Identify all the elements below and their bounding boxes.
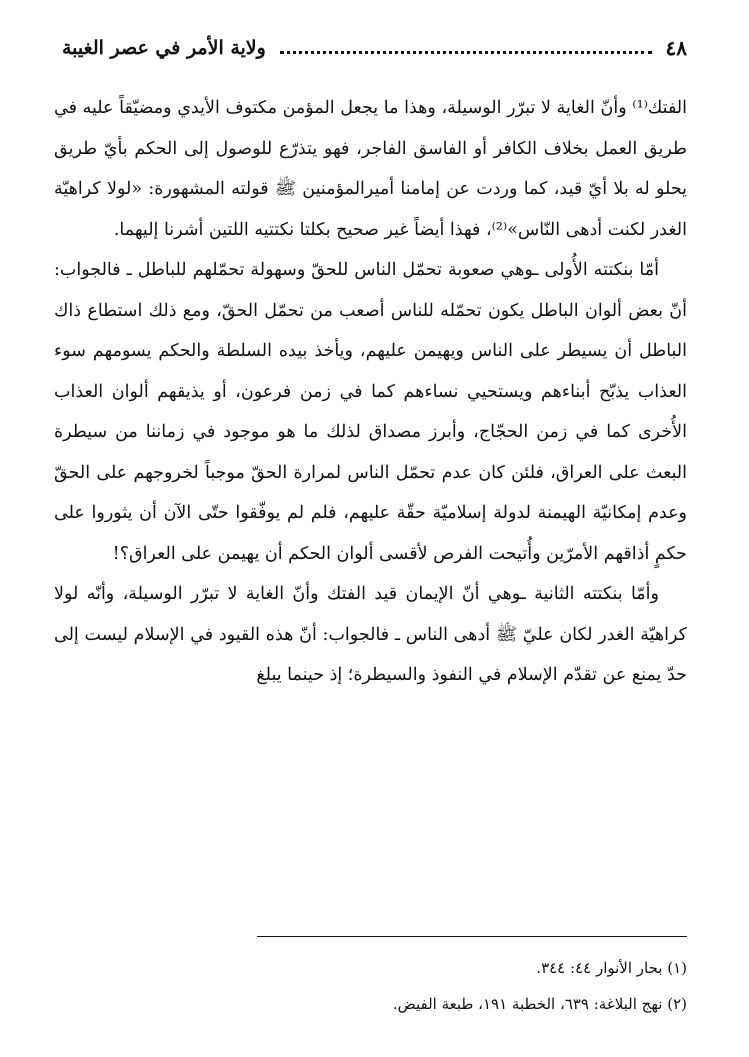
footnote-separator <box>257 936 687 937</box>
paragraph-3: وأمّا بنكتته الثانية ـوهي أنّ الإيمان قيد الفتك وأنّ الغاية لا تبرّر الوسيلة، وأنّه لولا كراهيّة الغدر لكان عليّ ﷺ أدهى الناس ـ فالجواب: أنّ هذه القيود في الإسلام ليست إلى حدّ يمنع عن تقدّم الإسلام في النفوذ والسيطرة؛ إذ حينما يبلغ <box>54 584 687 685</box>
chapter-title: ولاية الأمر في عصر الغيبة <box>62 37 266 59</box>
paragraph-1: الفتك⁽¹⁾ وأنّ الغاية لا تبرّر الوسيلة، وهذا ما يجعل المؤمن مكتوف الأيدي ومضيّقاً عليه في طريق العمل بخلاف الكافر أو الفاسق الفاجر، فهو يتذرّع للوصول إلى الحكم بأيّ طريق يحلو له بلا أيّ قيد، كما وردت عن إمامنا أميرالمؤمنين ﷺ قولته المشهورة: «لولا كراهيّة الغدر لكنت أدهى النّاس»⁽²⁾، فهذا أيضاً غير صحيح بكلتا نكتتيه اللتين أشرنا إليهما. <box>54 98 687 240</box>
header-dot-leader <box>280 51 652 54</box>
main-text <box>54 88 687 696</box>
footnotes <box>62 950 687 1022</box>
paragraph-2: أمّا بنكتته الأُولى ـوهي صعوبة تحمّل الناس للحقّ وسهولة تحمّلهم للباطل ـ فالجواب: أنّ بعض ألوان الباطل يكون تحمّله للناس أصعب من تحمّل الحقّ، ومع ذلك استطاع ذاك الباطل أن يسيطر على الناس ويهيمن عليهم، ويأخذ بيده السلطة والحكم يسومهم سوء العذاب يذبّح أبناءهم ويستحيي نساءهم كما في زمن فرعون، أو يذيقهم ألوان العذاب الأُخرى كما في زمن الحجّاج، وأبرز مصداق لذلك ما هو موجود في زماننا من سيطرة البعث على العراق، فلئن كان عدم تحمّل الناس لمرارة الحقّ موجباً لخروجهم على الحقّ وعدم إمكانيّة الهيمنة لدولة إسلاميّة حقّة عليهم، فلم لم يوفّقوا حتّى الآن أن يثوروا على حكمٍ أذاقهم الأمرّين وأُتيحت الفرص لأقسى ألوان الحكم أن يهيمن على العراق؟! <box>54 260 687 564</box>
running-header <box>62 30 687 66</box>
footnote-2: (٢) نهج البلاغة: ٦٣٩، الخطبة ١٩١، طبعة الفيض. <box>392 995 687 1013</box>
page-number: ٤٨ <box>665 36 687 60</box>
footnote-1: (١) بحار الأنوار ٤٤: ٣٤٤. <box>536 959 687 977</box>
